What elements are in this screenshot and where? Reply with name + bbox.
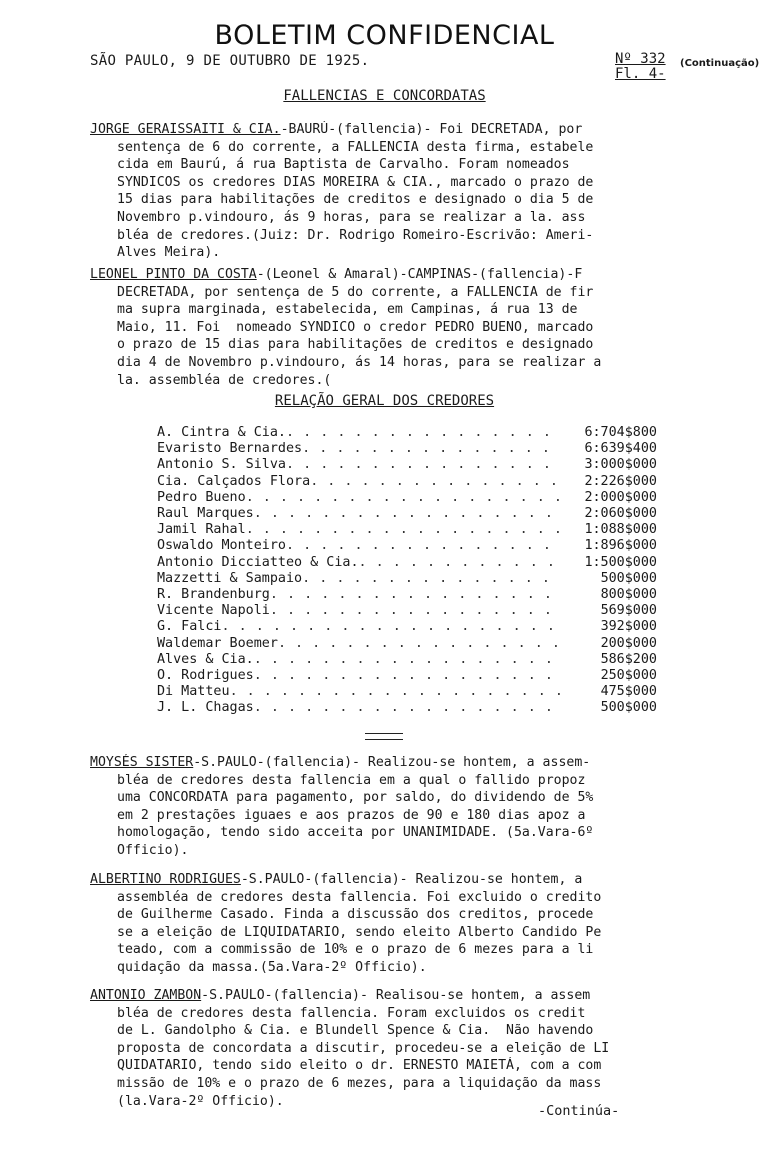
creditor-name: Waldemar Boemer [157,635,278,651]
entry-line: -S.PAULO-(fallencia)- Realizou-se hontem, a assem- [193,755,591,770]
section-heading [0,88,769,104]
creditor-name: Jamil Rahal [157,522,246,538]
creditor-value: 250$000 [600,668,657,684]
creditors-heading-text: RELAÇÃO GERAL DOS CREDORES [274,393,495,409]
creditor-name: Pedro Bueno [157,489,246,505]
entry-line: bléa de credores desta fallencia. Foram excluidos os credit [117,1005,586,1021]
entry-line: Alves Meira). [117,245,221,261]
entry-line: Novembro p.vindouro, ás 9 horas, para se realizar a la. ass [117,209,586,225]
entry-line: uma CONCORDATA para pagamento, por saldo, do dividendo de 5% [117,790,594,806]
leader-dots [359,555,562,571]
entry-line: QUIDATARIO, tendo sido eleito o dr. ERNESTO MAIETÁ, com a com [117,1058,602,1074]
creditor-row [157,474,657,490]
creditor-name: Alves & Cia. [157,651,254,667]
entry-line: assembléa de credores desta fallencia. Foi excluido o credito [117,889,602,905]
entry-line: -BAURÚ-(fallencia)- Foi DECRETADA, por [280,122,583,137]
entry-head: LEONEL PINTO DA COSTA [90,267,257,282]
entry-leonel-pinto-da-costa [90,266,720,389]
entry-line: missão de 10% e o prazo de 6 mezes, para a liquidação da mass [117,1075,602,1091]
creditor-row [157,684,657,700]
entry-antonio-zambon [90,987,720,1110]
entry-line: homologação, tendo sido acceita por UNANIMIDADE. (5a.Vara-6º [117,825,594,841]
creditor-row [157,506,657,522]
entry-line: proposta de concordata a discutir, procedeu-se a eleição de LI [117,1040,610,1056]
entry-line: em 2 prestações iguaes e aos prazos de 90 e 180 dias apoz a [117,807,586,823]
creditor-name: Raul Marques [157,506,254,522]
bulletin-title: BOLETIM CONFIDENCIAL [214,20,555,51]
entry-line: bléa de credores desta fallencia em a qual o fallido propoz [117,772,586,788]
leader-dots [254,506,562,522]
creditor-row [157,619,657,635]
leader-dots [246,522,562,538]
creditor-row [157,700,657,716]
creditor-name: O. Rodrigues [157,668,254,684]
leader-dots [302,571,562,587]
entry-moyses-sister [90,754,720,860]
creditor-value: 3:000$000 [584,457,657,473]
leader-dots [286,457,562,473]
entry-head: ANTONIO ZAMBON [90,988,202,1003]
leader-dots [254,700,562,716]
creditor-row [157,457,657,473]
leader-dots [270,587,562,603]
creditor-value: 475$000 [600,684,657,700]
creditor-name: Antonio S. Silva [157,457,286,473]
creditor-value: 1:896$000 [584,538,657,554]
entry-line: la. assembléa de credores.( [117,372,332,388]
creditor-row [157,636,657,652]
creditor-row [157,490,657,506]
creditor-value: 6:704$800 [584,425,657,440]
creditor-name: Antonio Dicciatteo & Cia. [157,554,359,570]
creditor-row [157,587,657,603]
section-heading-text: FALLENCIAS E CONCORDATAS [283,88,486,104]
entry-head: ALBERTINO RODRIGUES [90,872,241,887]
leader-dots [222,619,563,635]
leader-dots [246,490,562,506]
entry-line: o prazo de 15 dias para habilitações de creditos e designado [117,337,594,353]
entry-albertino-rodrigues [90,871,720,977]
entry-line: (la.Vara-2º Officio). [117,1093,284,1109]
entry-line: dia 4 de Novembro p.vindouro, ás 14 horas, para se realizar a [117,354,602,370]
creditor-name: Vicente Napoli [157,603,270,619]
creditor-name: Oswaldo Monteiro [157,538,286,554]
creditor-value: 500$000 [600,570,657,586]
leader-dots [230,684,562,700]
creditor-row [157,425,657,441]
entry-line: cida em Baurú, á rua Baptista de Carvalho. Foram nomeados [117,157,570,173]
creditor-value: 6:639$400 [584,441,657,457]
entry-line: Maio, 11. Foi nomeado SYNDICO o credor PEDRO BUENO, marcado [117,319,594,335]
entry-line: sentença de 6 do corrente, a FALLENCIA desta firma, estabele [117,139,594,155]
entry-line: DECRETADA, por sentença de 5 do corrente, a FALLENCIA de fir [117,284,594,300]
entry-head: JORGE GERAISSAITI & CIA. [90,122,281,137]
entry-line: -S.PAULO-(fallencia)- Realisou-se hontem, a assem [201,988,591,1003]
bulletin-number-block [615,52,666,82]
entry-line: -S.PAULO-(fallencia)- Realizou-se hontem, a [240,872,583,887]
creditor-value: 500$000 [600,700,657,716]
entry-head: MOYSÉS SISTER [90,755,194,770]
entry-line: -(Leonel & Amaral)-CAMPINAS-(fallencia)-F [256,267,583,282]
folha-number: Fl. 4- [615,66,666,82]
creditor-value: 586$200 [600,651,657,667]
creditor-row [157,652,657,668]
entry-line: Officio). [117,842,189,858]
creditor-name: G. Falci [157,619,222,635]
creditor-value: 1:088$000 [584,522,657,538]
creditor-name: J. L. Chagas [157,700,254,716]
creditors-list [157,425,657,717]
entry-line: teado, com a commissão de 10% e o prazo de 6 mezes para a li [117,942,594,958]
creditor-row [157,571,657,587]
creditor-value: 2:060$000 [584,506,657,522]
creditor-row [157,441,657,457]
creditor-value: 800$000 [600,587,657,603]
creditor-name: Evaristo Bernardes [157,441,303,457]
creditor-name: Mazzetti & Sampaio [157,570,303,586]
leader-dots [302,441,562,457]
creditor-name: Di Matteu [157,684,230,700]
leader-dots [270,603,562,619]
continuation-label: (Continuação) [680,58,760,69]
creditor-name: A. Cintra & Cia. [157,425,286,440]
creditor-value: 2:000$000 [584,489,657,505]
creditor-row [157,555,657,571]
leader-dots [286,425,562,441]
creditor-row [157,538,657,554]
entry-line: ma supra marginada, estabelecida, em Campinas, á rua 13 de [117,302,578,318]
creditor-name: R. Brandenburg [157,587,270,603]
leader-dots [310,474,562,490]
leader-dots [254,668,562,684]
entry-line: 15 dias para habilitações de creditos e designado o dia 5 de [117,192,594,208]
entry-line: SYNDICOS os credores DIAS MOREIRA & CIA., marcado o prazo de [117,174,594,190]
creditor-value: 1:500$000 [584,554,657,570]
entry-jorge-geraissaiti [90,121,720,262]
entry-line: de L. Gandolpho & Cia. e Blundell Spence & Cia. Não havendo [117,1023,594,1039]
entry-line: quidação da massa.(5a.Vara-2º Officio). [117,959,427,975]
creditor-value: 569$000 [600,603,657,619]
leader-dots [254,652,562,668]
entry-line: de Guilherme Casado. Finda a discussão dos creditos, procede [117,907,594,923]
dateline: SÃO PAULO, 9 DE OUTUBRO DE 1925. [90,53,370,69]
creditor-row [157,668,657,684]
creditors-heading [0,393,769,409]
creditor-row [157,522,657,538]
continua-label: -Continúa- [538,1103,620,1119]
creditor-name: Cia. Calçados Flora [157,473,311,489]
entry-line: se a eleição de LIQUIDATARIO, sendo eleito Alberto Candido Pe [117,924,602,940]
double-rule-divider [365,733,403,740]
leader-dots [278,636,562,652]
creditor-value: 200$000 [600,635,657,651]
leader-dots [286,538,562,554]
entry-line: bléa de credores.(Juiz: Dr. Rodrigo Romeiro-Escrivão: Ameri- [117,227,594,243]
creditor-row [157,603,657,619]
creditor-value: 2:226$000 [584,473,657,489]
bulletin-number: Nº 332 [615,51,666,67]
creditor-value: 392$000 [600,619,657,635]
